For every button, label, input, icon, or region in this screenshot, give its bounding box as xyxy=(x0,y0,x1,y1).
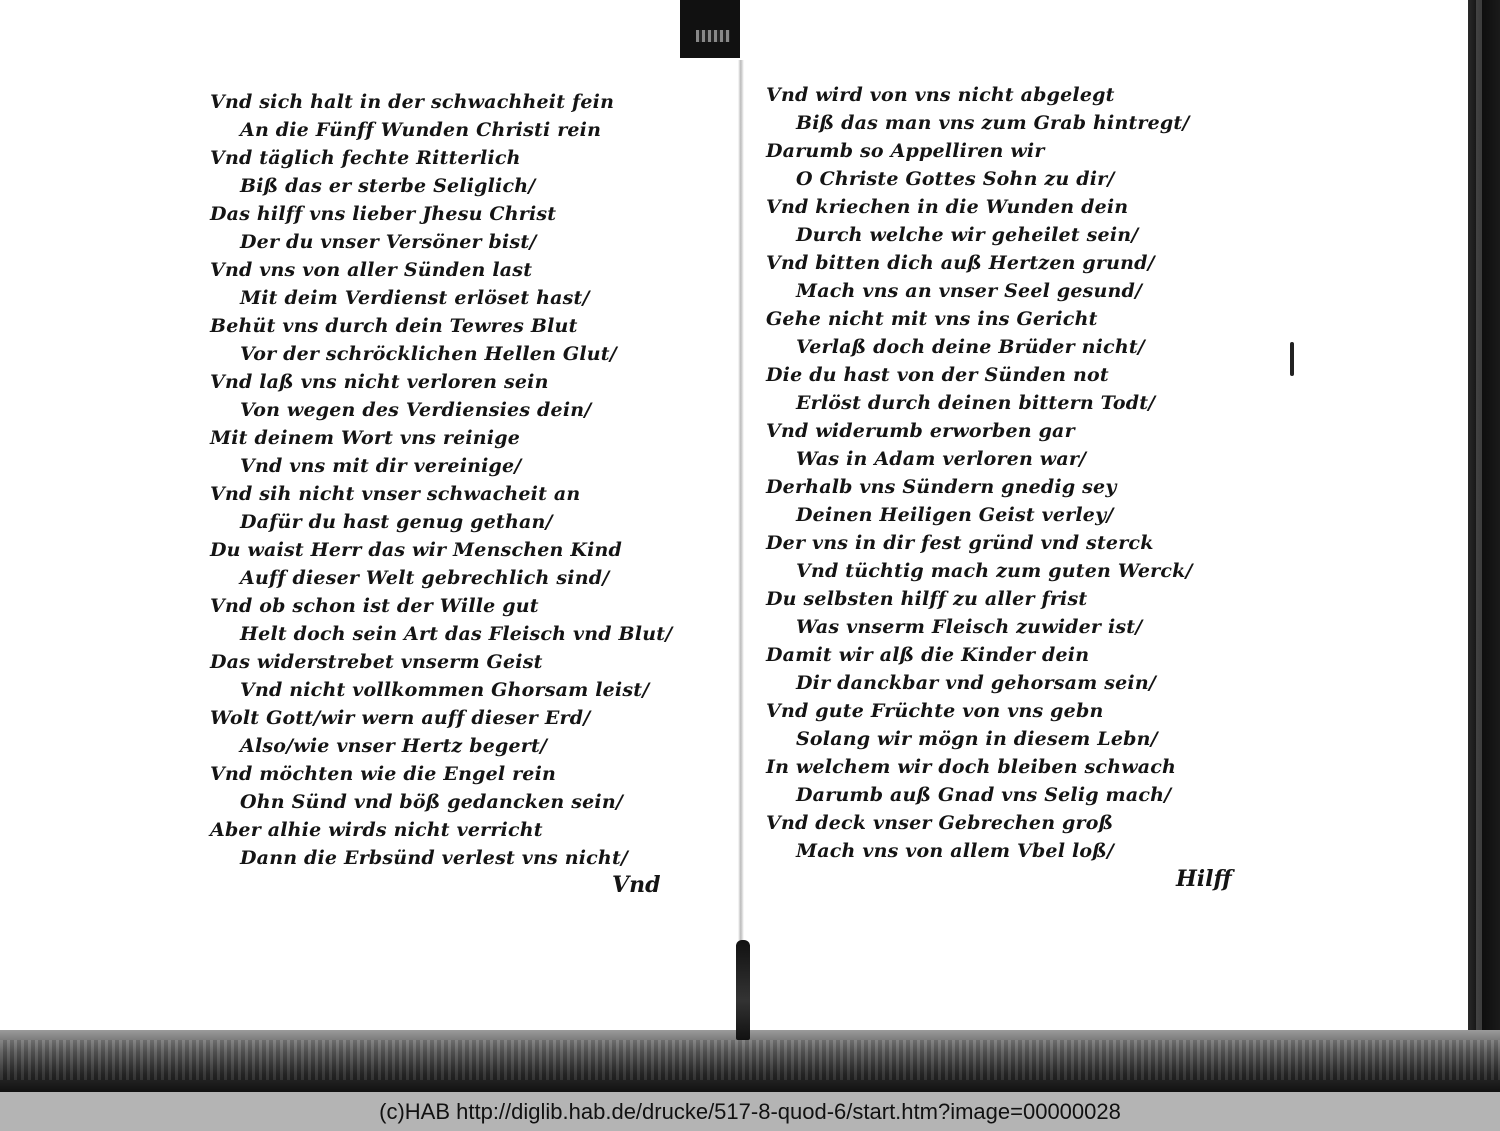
verse-line: Durch welche wir geheilet sein/ xyxy=(796,224,1139,246)
verse-line: Solang wir mögn in diesem Lebn/ xyxy=(796,728,1158,750)
verse-line: Die du hast von der Sünden not xyxy=(766,364,1109,386)
verse-line: Darumb auß Gnad vns Selig mach/ xyxy=(796,784,1172,806)
verse-line: Mit deinem Wort vns reinige xyxy=(210,427,521,449)
left-page-catchword: Vnd xyxy=(612,872,661,898)
verse-line: Vnd deck vnser Gebrechen groß xyxy=(766,812,1114,834)
verse-line: Vnd widerumb erworben gar xyxy=(766,420,1075,442)
verse-line: Vnd nicht vollkommen Ghorsam leist/ xyxy=(240,679,650,701)
verse-line: Vnd tüchtig mach zum guten Werck/ xyxy=(796,560,1193,582)
verse-line: Deinen Heiligen Geist verley/ xyxy=(796,504,1114,526)
verse-line: Du selbsten hilff zu aller frist xyxy=(766,588,1088,610)
verse-line: Vnd vns von aller Sünden last xyxy=(210,259,533,281)
verse-line: Du waist Herr das wir Menschen Kind xyxy=(210,539,623,561)
verse-line: Darumb so Appelliren wir xyxy=(766,140,1045,162)
verse-line: Dann die Erbsünd verlest vns nicht/ xyxy=(240,847,629,869)
verse-line: Auff dieser Welt gebrechlich sind/ xyxy=(240,567,610,589)
verse-line: Dir danckbar vnd gehorsam sein/ xyxy=(796,672,1156,694)
verse-line: Der du vnser Versöner bist/ xyxy=(240,231,537,253)
verse-line: Das widerstrebet vnserm Geist xyxy=(210,651,543,673)
verse-line: Mach vns von allem Vbel loß/ xyxy=(796,840,1115,862)
verse-line: Von wegen des Verdiensies dein/ xyxy=(240,399,592,421)
verse-line: Vnd wird von vns nicht abgelegt xyxy=(766,84,1115,106)
verse-line: Vnd vns mit dir vereinige/ xyxy=(240,455,522,477)
verse-line: Aber alhie wirds nicht verricht xyxy=(210,819,543,841)
verse-line: Biß das man vns zum Grab hintregt/ xyxy=(796,112,1190,134)
verse-line: Vnd ob schon ist der Wille gut xyxy=(210,595,539,617)
left-page-text xyxy=(210,88,673,872)
verse-line: Vnd bitten dich auß Hertzen grund/ xyxy=(766,252,1155,274)
verse-line: Dafür du hast genug gethan/ xyxy=(240,511,553,533)
verse-line: Behüt vns durch dein Tewres Blut xyxy=(210,315,578,337)
verse-line: O Christe Gottes Sohn zu dir/ xyxy=(796,168,1115,190)
verse-line: Mach vns an vnser Seel gesund/ xyxy=(796,280,1143,302)
verse-line: Vnd kriechen in die Wunden dein xyxy=(766,196,1129,218)
scan-bottom-edge-texture xyxy=(0,1040,1500,1080)
book-gutter xyxy=(738,60,744,1020)
verse-line: Wolt Gott/wir wern auff dieser Erd/ xyxy=(210,707,591,729)
verse-line: Vnd täglich fechte Ritterlich xyxy=(210,147,521,169)
verse-line: Was in Adam verloren war/ xyxy=(796,448,1087,470)
scan-right-edge xyxy=(1468,0,1500,1062)
top-clip xyxy=(680,0,740,58)
verse-line: Helt doch sein Art das Fleisch vnd Blut/ xyxy=(240,623,673,645)
verse-line: Verlaß doch deine Brüder nicht/ xyxy=(796,336,1145,358)
margin-mark xyxy=(1290,342,1294,376)
verse-line: Was vnserm Fleisch zuwider ist/ xyxy=(796,616,1143,638)
verse-line: Der vns in dir fest gründ vnd sterck xyxy=(766,532,1154,554)
right-page-catchword: Hilff xyxy=(1176,866,1232,892)
verse-line: Derhalb vns Sündern gnedig sey xyxy=(766,476,1117,498)
verse-line: Ohn Sünd vnd böß gedancken sein/ xyxy=(240,791,623,813)
verse-line: Vnd möchten wie die Engel rein xyxy=(210,763,557,785)
verse-line: An die Fünff Wunden Christi rein xyxy=(240,119,602,141)
verse-line: Also/wie vnser Hertz begert/ xyxy=(240,735,548,757)
verse-line: Vnd sich halt in der schwachheit fein xyxy=(210,91,615,113)
right-page-text xyxy=(766,81,1193,865)
verse-line: Gehe nicht mit vns ins Gericht xyxy=(766,308,1098,330)
scan-right-edge-highlight xyxy=(1476,0,1482,1040)
bottom-clip xyxy=(736,940,750,1040)
verse-line: Vnd gute Früchte von vns gebn xyxy=(766,700,1104,722)
verse-line: Biß das er sterbe Seliglich/ xyxy=(240,175,536,197)
verse-line: Mit deim Verdienst erlöset hast/ xyxy=(240,287,590,309)
copyright-footer: (c)HAB http://diglib.hab.de/drucke/517-8-quod-6/start.htm?image=00000028 xyxy=(0,1092,1500,1131)
verse-line: Vnd sih nicht vnser schwacheit an xyxy=(210,483,581,505)
verse-line: Damit wir alß die Kinder dein xyxy=(766,644,1090,666)
verse-line: Erlöst durch deinen bittern Todt/ xyxy=(796,392,1156,414)
verse-line: Vor der schröcklichen Hellen Glut/ xyxy=(240,343,617,365)
verse-line: Das hilff vns lieber Jhesu Christ xyxy=(210,203,557,225)
verse-line: In welchem wir doch bleiben schwach xyxy=(766,756,1177,778)
verse-line: Vnd laß vns nicht verloren sein xyxy=(210,371,549,393)
